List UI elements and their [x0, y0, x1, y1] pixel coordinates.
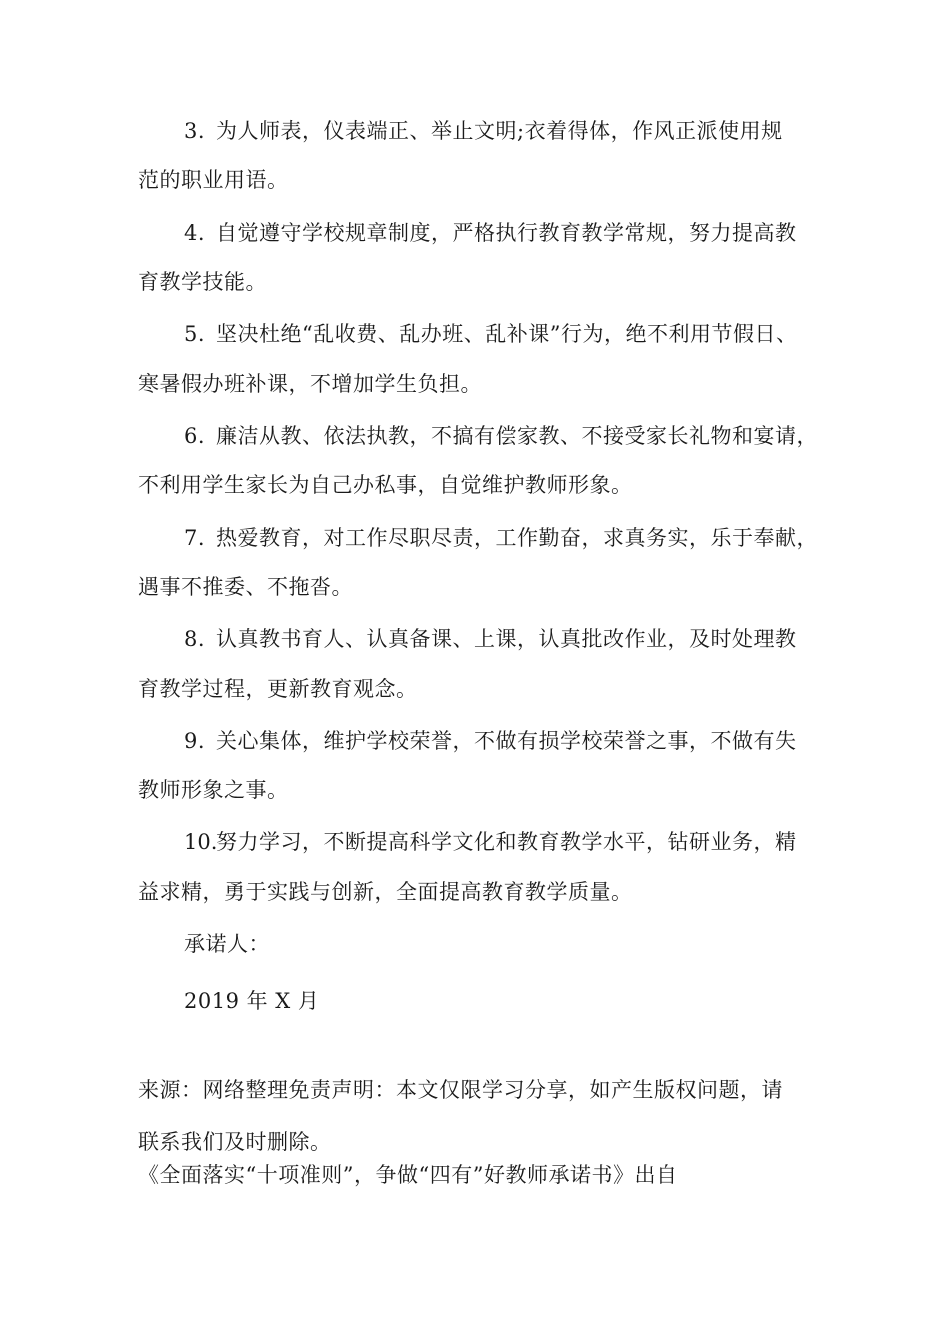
item-6-text: 廉洁从教、依法执教，不搞有偿家教、不接受家长礼物和宴请，	[216, 424, 818, 448]
item-8-number: 8.	[184, 627, 206, 651]
item-5-number: 5.	[184, 322, 206, 346]
item-3-text: 为人师表，仪表端正、举止文明;衣着得体，作风正派使用规	[216, 119, 783, 143]
item-4-number: 4.	[184, 221, 206, 245]
item-3-line1	[184, 117, 783, 145]
item-3-line2: 范的职业用语。	[138, 168, 289, 192]
item-8-line2: 育教学过程，更新教育观念。	[138, 677, 418, 701]
item-7-line2: 遇事不推委、不拖沓。	[138, 575, 353, 599]
item-10-line1	[184, 828, 797, 856]
item-10-text: 努力学习，不断提高科学文化和教育教学水平，钻研业务，精	[216, 830, 797, 854]
item-6-line2: 不利用学生家长为自己办私事，自觉维护教师形象。	[138, 473, 633, 497]
item-8-text: 认真教书育人、认真备课、上课，认真批改作业，及时处理教	[216, 627, 797, 651]
signature-label: 承诺人：	[184, 932, 270, 956]
item-5-text: 坚决杜绝“乱收费、乱办班、乱补课”行为，绝不利用节假日、	[216, 322, 798, 346]
item-8-line1	[184, 625, 797, 653]
item-6-number: 6.	[184, 424, 206, 448]
item-4-line1	[184, 219, 797, 247]
item-4-text: 自觉遵守学校规章制度，严格执行教育教学常规，努力提高教	[216, 221, 797, 245]
item-7-text: 热爱教育，对工作尽职尽责，工作勤奋，求真务实，乐于奉献，	[216, 526, 818, 550]
item-5-line2: 寒暑假办班补课，不增加学生负担。	[138, 372, 482, 396]
item-7-line1	[184, 524, 818, 552]
disclaimer-line1: 来源：网络整理免责声明：本文仅限学习分享，如产生版权问题，请	[138, 1078, 783, 1102]
item-9-number: 9.	[184, 729, 206, 753]
disclaimer-line2: 联系我们及时删除。	[138, 1130, 332, 1154]
signature-date: 2019 年 X 月	[184, 989, 320, 1013]
source-line: 《全面落实“十项准则”，争做“四有”好教师承诺书》出自	[138, 1163, 678, 1187]
item-6-line1	[184, 422, 818, 450]
item-10-line2: 益求精，勇于实践与创新，全面提高教育教学质量。	[138, 880, 633, 904]
item-9-text: 关心集体，维护学校荣誉，不做有损学校荣誉之事，不做有失	[216, 729, 797, 753]
item-4-line2: 育教学技能。	[138, 270, 267, 294]
item-3-number: 3.	[184, 119, 206, 143]
item-10-number: 10.	[184, 830, 218, 854]
item-9-line2: 教师形象之事。	[138, 778, 289, 802]
item-5-line1	[184, 320, 797, 348]
item-7-number: 7.	[184, 526, 206, 550]
item-9-line1	[184, 727, 797, 755]
